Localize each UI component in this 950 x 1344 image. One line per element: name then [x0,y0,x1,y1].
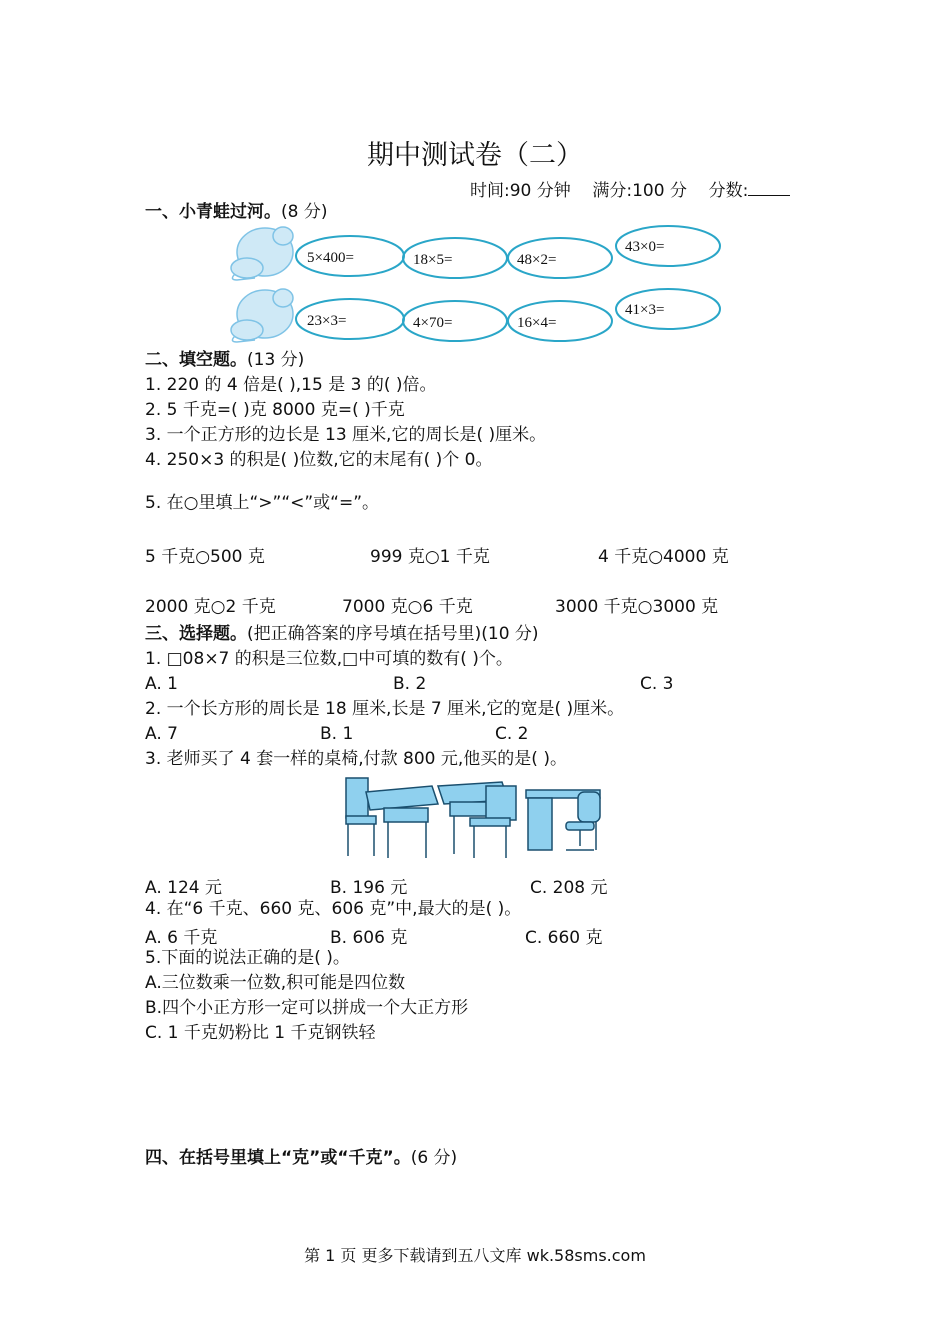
frog-crossing-figure [225,222,725,350]
s3-q5-opt-a: A.三位数乘一位数,积可能是四位数 [145,973,406,993]
s3-q5-opt-b: B.四个小正方形一定可以拼成一个大正方形 [145,998,469,1018]
section2-score: (13 分) [247,350,305,370]
section4-heading [145,1147,457,1169]
section3-score: (把正确答案的序号填在括号里)(10 分) [247,624,539,644]
section4-score: (6 分) [410,1148,458,1168]
s3-q1-opt-a: A. 1 [145,674,178,694]
desk-chair-icon [340,772,610,864]
expr-r1-1: 5×400= [307,250,354,266]
section2-title: 二、填空题。 [145,350,247,370]
expr-r1-2: 18×5= [413,252,453,268]
expr-r1-3: 48×2= [517,252,557,268]
s2-q2: 2. 5 千克=( )克 8000 克=( )千克 [145,400,405,420]
section1-heading [145,201,327,223]
frog-icon [231,227,293,280]
footer-site: wk.58sms.com [526,1246,646,1265]
expr-r2-3: 16×4= [517,315,557,331]
footer-text: 第 1 页 更多下载请到五八文库 [304,1246,527,1265]
s3-q1-opt-c: C. 3 [640,674,674,694]
score-blank [748,181,790,196]
section2-heading [145,349,304,371]
compare-1-2: 999 克○1 千克 [370,547,490,567]
section1-score: (8 分) [281,202,328,222]
s3-q1-opt-b: B. 2 [393,674,427,694]
s3-q5-opt-c: C. 1 千克奶粉比 1 千克钢铁轻 [145,1023,376,1043]
s3-q4-opt-a: A. 6 千克 [145,928,218,948]
s2-q5: 5. 在○里填上“>”“<”或“=”。 [145,493,380,513]
s3-q4-opt-b: B. 606 克 [330,928,408,948]
s3-q4-opt-c: C. 660 克 [525,928,603,948]
s3-q5: 5.下面的说法正确的是( )。 [145,948,350,968]
s3-q2: 2. 一个长方形的周长是 18 厘米,长是 7 厘米,它的宽是( )厘米。 [145,699,625,719]
section3-title: 三、选择题。 [145,624,247,644]
exam-score-label: 分数: [708,181,749,201]
section3-heading [145,623,539,645]
expr-r2-1: 23×3= [307,313,347,329]
s3-q3-opt-a: A. 124 元 [145,878,222,898]
frog-icon [231,289,293,342]
page-footer [0,1243,950,1266]
section1-title: 一、小青蛙过河。 [145,202,281,222]
exam-meta [470,176,790,201]
exam-full-score: 满分:100 分 [592,181,687,201]
compare-1-1: 5 千克○500 克 [145,547,265,567]
s3-q2-opt-a: A. 7 [145,724,178,744]
s3-q3: 3. 老师买了 4 套一样的桌椅,付款 800 元,他买的是( )。 [145,749,567,769]
exam-time: 时间:90 分钟 [470,181,571,201]
s3-q3-opt-c: C. 208 元 [530,878,608,898]
s2-q4: 4. 250×3 的积是( )位数,它的末尾有( )个 0。 [145,450,493,470]
compare-2-1: 2000 克○2 千克 [145,597,276,617]
expr-r2-4: 41×3= [625,302,665,318]
page-title: 期中测试卷（二） [367,140,583,171]
s2-q1: 1. 220 的 4 倍是( ),15 是 3 的( )倍。 [145,375,437,395]
s2-q3: 3. 一个正方形的边长是 13 厘米,它的周长是( )厘米。 [145,425,547,445]
section4-title: 四、在括号里填上“克”或“千克”。 [145,1148,411,1168]
compare-1-3: 4 千克○4000 克 [598,547,729,567]
compare-2-2: 7000 克○6 千克 [342,597,473,617]
s3-q3-opt-b: B. 196 元 [330,878,408,898]
s3-q2-opt-b: B. 1 [320,724,354,744]
s3-q2-opt-c: C. 2 [495,724,529,744]
compare-2-3: 3000 千克○3000 克 [555,597,719,617]
s3-q4: 4. 在“6 千克、660 克、606 克”中,最大的是( )。 [145,899,522,919]
expr-r1-4: 43×0= [625,239,665,255]
expr-r2-2: 4×70= [413,315,453,331]
s3-q1: 1. □08×7 的积是三位数,□中可填的数有( )个。 [145,649,513,669]
